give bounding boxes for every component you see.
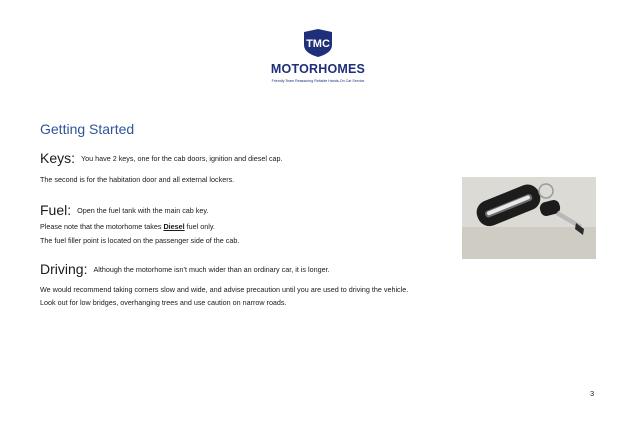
page-title: Getting Started bbox=[40, 121, 135, 137]
logo-name: MOTORHOMES bbox=[270, 62, 366, 76]
driving-line-3: Look out for low bridges, overhanging trees and use caution on narrow roads. bbox=[40, 298, 287, 307]
car-keys-photo bbox=[462, 177, 596, 259]
keys-title: Keys: bbox=[40, 150, 76, 166]
fuel-line-3: The fuel filler point is located on the passenger side of the cab. bbox=[40, 236, 240, 245]
keys-line-2: The second is for the habitation door and all external lockers. bbox=[40, 175, 235, 184]
fuel-title: Fuel: bbox=[40, 202, 72, 218]
fuel-line-1: Open the fuel tank with the main cab key. bbox=[77, 206, 209, 215]
driving-title: Driving: bbox=[40, 261, 88, 277]
keys-row bbox=[40, 150, 283, 168]
keys-line-1: You have 2 keys, one for the cab doors, ignition and diesel cap. bbox=[81, 154, 283, 163]
fuel-diesel: Diesel bbox=[163, 222, 185, 231]
svg-text:TMC: TMC bbox=[306, 38, 330, 50]
fuel-line-2-pre: Please note that the motorhome takes bbox=[40, 222, 164, 231]
driving-row bbox=[40, 261, 330, 279]
page-number: 3 bbox=[590, 389, 595, 398]
fuel-row bbox=[40, 202, 208, 220]
fuel-line-2-post: fuel only. bbox=[184, 222, 215, 231]
driving-line-2: We would recommend taking corners slow and wide, and advise precaution until you are used to driving the vehicle. bbox=[40, 285, 409, 294]
tmc-logo-icon bbox=[301, 28, 335, 58]
company-logo bbox=[262, 28, 374, 92]
fuel-line-2 bbox=[40, 222, 215, 231]
driving-line-1: Although the motorhome isn’t much wider than an ordinary car, it is longer. bbox=[93, 265, 330, 274]
logo-tagline: Friendly Team Reassuring Reliable Hands-On Car Service bbox=[271, 79, 365, 83]
